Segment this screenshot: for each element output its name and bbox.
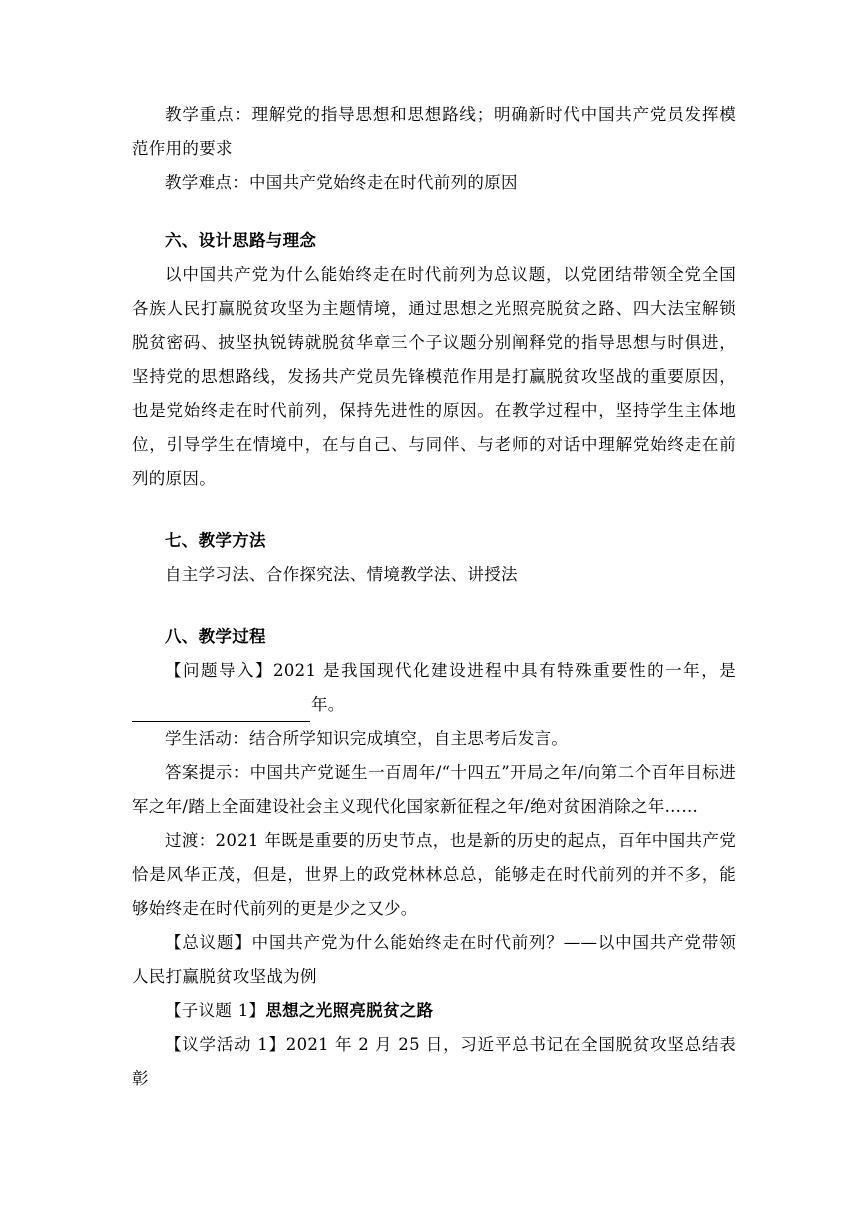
spacer xyxy=(132,496,736,524)
section6-heading: 六、设计思路与理念 xyxy=(165,231,317,250)
difficult-points: 教学难点：中国共产党始终走在时代前列的原因 xyxy=(165,173,518,192)
transition-text: 过渡：2021 年既是重要的历史节点，也是新的历史的起点，百年中国共产党恰是风华正茂，但是，世界上的政党林林总总，能够走在时代前列的并不多，能够始终走在时代前列的更是少之又少。 xyxy=(132,831,736,918)
section6-body: 以中国共产党为什么能始终走在时代前列为总议题，以党团结带领全党全国各族人民打赢脱贫攻坚为主题情境，通过思想之光照亮脱贫之路、四大法宝解锁脱贫密码、披坚执锐铸就脱贫华章三个子议题分别阐释党的指导思想与时俱进，坚持党的思想路线，发扬共产党员先锋模范作用是打赢脱贫攻坚战的重要原因，也是党始终走在时代前列，保持先进性的原因。在教学过程中，坚持学生主体地位，引导学生在情境中，在与自己、与同伴、与老师的对话中理解党始终走在前列的原因。 xyxy=(132,265,736,488)
student-activity: 学生活动：结合所学知识完成填空，自主思考后发言。 xyxy=(165,729,569,748)
question-intro xyxy=(132,654,736,722)
sub-topic-1 xyxy=(132,994,736,1028)
learning-activity-1: 【议学活动 1】2021 年 2 月 25 日，习近平总书记在全国脱贫攻坚总结表彰 xyxy=(132,1035,736,1088)
spacer xyxy=(132,200,736,224)
question-intro-suffix: 年。 xyxy=(311,695,345,714)
section7-heading: 七、教学方法 xyxy=(165,531,266,550)
section7-body: 自主学习法、合作探究法、情境教学法、讲授法 xyxy=(165,565,518,584)
question-intro-text: 【问题导入】2021 是我国现代化建设进程中具有特殊重要性的一年，是 xyxy=(165,661,736,680)
fill-in-blank xyxy=(132,701,310,722)
section8-heading: 八、教学过程 xyxy=(165,627,266,646)
key-points: 教学重点：理解党的指导思想和思想路线；明确新时代中国共产党员发挥模范作用的要求 xyxy=(132,105,736,158)
answer-hint: 答案提示：中国共产党诞生一百周年/“十四五”开局之年/向第二个百年目标进军之年/踏上全面建设社会主义现代化国家新征程之年/绝对贫困消除之年…… xyxy=(132,763,736,816)
sub-topic-label: 【子议题 1】 xyxy=(165,1001,266,1020)
general-topic: 【总议题】中国共产党为什么能始终走在时代前列？——以中国共产党带领人民打赢脱贫攻坚战为例 xyxy=(132,933,736,986)
spacer xyxy=(132,592,736,620)
sub-topic-title: 思想之光照亮脱贫之路 xyxy=(265,1001,434,1020)
document-content xyxy=(132,98,736,1096)
